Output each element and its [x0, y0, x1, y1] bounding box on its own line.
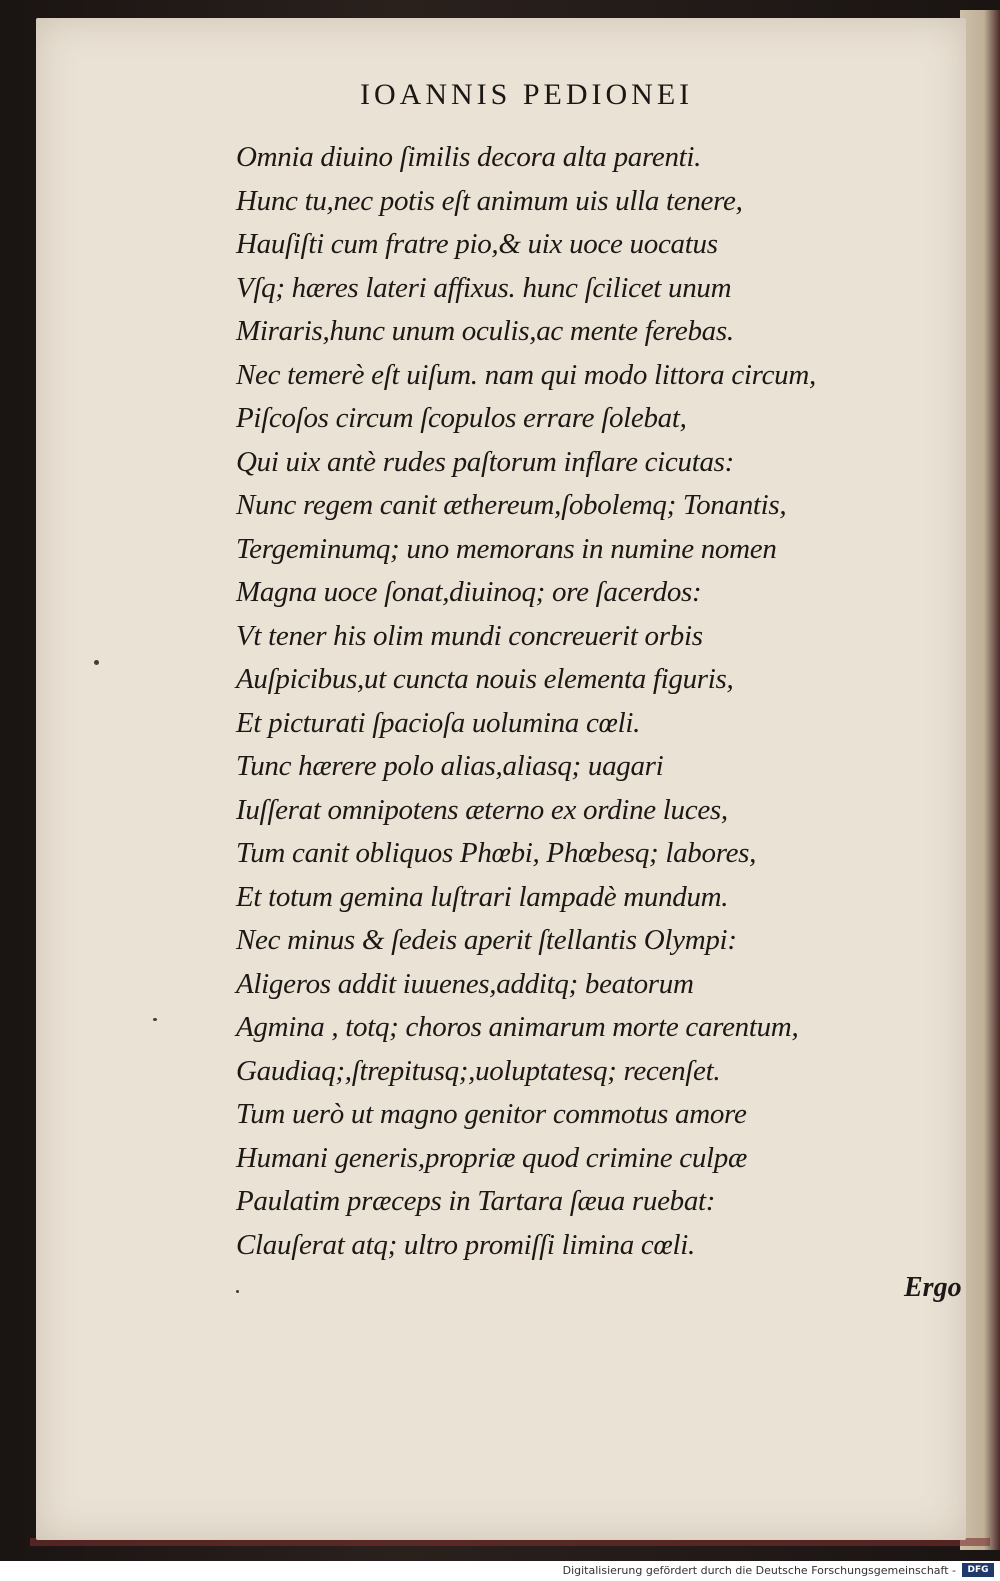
verse-line: Nec temerè eſt uiſum. nam qui modo littora circum,	[236, 358, 816, 391]
footer-credit: Digitalisierung gefördert durch die Deutsche Forschungsgemeinschaft -	[562, 1564, 956, 1577]
verse-line: Et totum gemina luſtrari lampadè mundum.	[236, 880, 729, 913]
verse-line: Omnia diuino ſimilis decora alta parenti.	[236, 141, 702, 173]
verse-line: Auſpicibus,ut cuncta nouis elementa figuris,	[236, 663, 734, 695]
verse-line: Et picturati ſpacioſa uolumina cœli.	[236, 706, 641, 739]
verse-line: Tum canit obliquos Phœbi, Phœbesq; labores,	[236, 837, 757, 869]
verse-line: Magna uoce ſonat,diuinoq; ore ſacerdos:	[236, 576, 702, 608]
verse-line: Vſq; hæres lateri affixus. hunc ſcilicet unum	[236, 271, 732, 304]
verse-line: Hauſiſti cum fratre pio,& uix uoce uocatus	[236, 228, 718, 260]
dfg-logo: DFG	[962, 1563, 994, 1577]
ink-speck	[236, 1290, 239, 1293]
running-head: IOANNIS PEDIONEI	[360, 78, 694, 111]
verse-line: Qui uix antè rudes paſtorum inflare cicutas:	[236, 445, 734, 478]
verse-line: Agmina , totq; choros animarum morte carentum,	[236, 1011, 799, 1043]
verse-line: Hunc tu,nec potis eſt animum uis ulla tenere,	[236, 184, 743, 217]
verse-line: Vt tener his olim mundi concreuerit orbis	[236, 619, 703, 652]
verse-line: Tum uerò ut magno genitor commotus amore	[236, 1098, 747, 1130]
verse-line: Humani generis,propriæ quod crimine culpæ	[236, 1141, 748, 1174]
verse-line: Tergeminumq; uno memorans in numine nomen	[236, 532, 777, 565]
verse-line: Nec minus & ſedeis aperit ſtellantis Olympi:	[236, 924, 737, 956]
verse-line: Gaudiaq;,ſtrepitusq;,uoluptatesq; recenſet.	[236, 1054, 721, 1087]
facing-page-edge	[960, 10, 1000, 1550]
verse-line: Clauſerat atq; ultro promiſſi limina cœli.	[236, 1228, 695, 1261]
verse-line: Aligeros addit iuuenes,additq; beatorum	[236, 967, 694, 1000]
verse-line: Piſcoſos circum ſcopulos errare ſolebat,	[236, 402, 687, 434]
catchword: Ergo	[904, 1272, 962, 1303]
verse-line: Paulatim præceps in Tartara ſæua ruebat:	[236, 1185, 716, 1217]
ink-speck	[153, 1018, 157, 1021]
verse-line: Tunc hærere polo alias,aliasq; uagari	[236, 750, 664, 782]
verse-line: Nunc regem canit æthereum,ſobolemq; Tonantis,	[236, 489, 787, 521]
verse-line: Iuſſerat omnipotens æterno ex ordine luces,	[236, 793, 728, 826]
ink-speck	[94, 660, 99, 665]
verse-block	[236, 136, 936, 1267]
verse-line: Miraris,hunc unum oculis,ac mente ferebas.	[236, 315, 734, 347]
